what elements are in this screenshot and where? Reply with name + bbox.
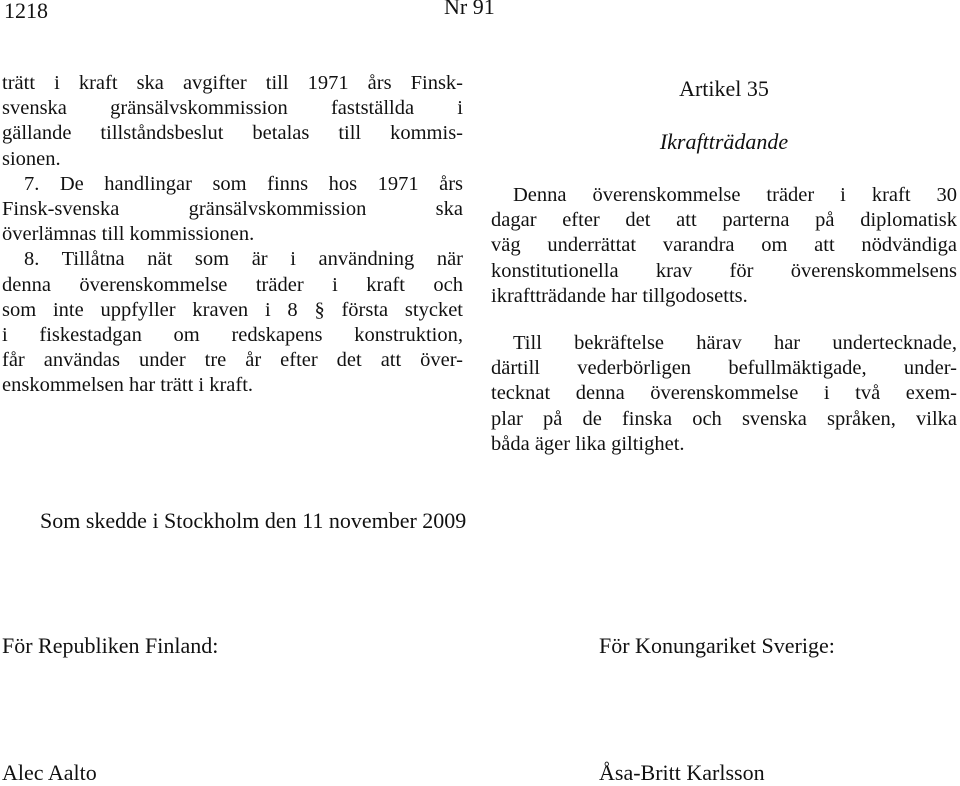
text-line: som inte uppfyller kraven i 8 § första stycket (2, 298, 463, 321)
text-line: båda äger lika giltighet. (491, 432, 685, 455)
right-column-text (491, 183, 957, 457)
text-line: får användas under tre år efter det att över- (2, 349, 463, 372)
signatory-name-finland: Alec Aalto (2, 760, 97, 785)
page-number: 1218 (4, 0, 48, 23)
text-line: gällande tillståndsbeslut betalas till kommis- (2, 122, 463, 145)
text-line: sionen. (2, 147, 61, 170)
text-line: därtill vederbörligen befullmäktigade, under- (491, 357, 957, 380)
text-line: tecknat denna överenskommelse i två exem- (491, 382, 957, 405)
text-line: överlämnas till kommissionen. (2, 223, 255, 246)
left-column-text (2, 71, 463, 398)
text-line: Denna överenskommelse träder i kraft 30 (513, 184, 957, 206)
text-line: enskommelsen har trätt i kraft. (2, 374, 254, 397)
text-line: dagar efter det att parterna på diplomatisk (491, 209, 957, 232)
text-line: väg underrättat varandra om att nödvändiga (491, 234, 957, 257)
signing-party-finland: För Republiken Finland: (2, 633, 219, 658)
text-line: 7. De handlingar som finns hos 1971 års (24, 172, 463, 195)
text-line: konstitutionella krav för överenskommelsens (491, 259, 957, 282)
text-line: 8. Tillåtna nät som är i användning när (24, 248, 463, 271)
document-series-number: Nr 91 (444, 0, 495, 19)
text-line: Till bekräftelse härav har undertecknade, (513, 331, 957, 354)
signing-party-sweden: För Konungariket Sverige: (599, 633, 835, 658)
text-line: i fiskestadgan om redskapens konstruktion, (2, 323, 463, 346)
article-title: Artikel 35 (679, 76, 769, 101)
place-and-date: Som skedde i Stockholm den 11 november 2009 (40, 508, 467, 533)
text-line: trätt i kraft ska avgifter till 1971 års Finsk- (2, 72, 463, 94)
text-line: Finsk-svenska gränsälvskommission ska (2, 197, 463, 220)
text-line: denna överenskommelse träder i kraft och (2, 273, 463, 296)
text-line: svenska gränsälvskommission fastställda i (2, 97, 463, 120)
article-subtitle: Ikraftträdande (659, 129, 789, 154)
signatory-name-sweden: Åsa-Britt Karlsson (599, 760, 765, 785)
text-line: ikraftträdande har tillgodosetts. (491, 284, 748, 307)
text-line: plar på de finska och svenska språken, vilka (491, 407, 957, 430)
